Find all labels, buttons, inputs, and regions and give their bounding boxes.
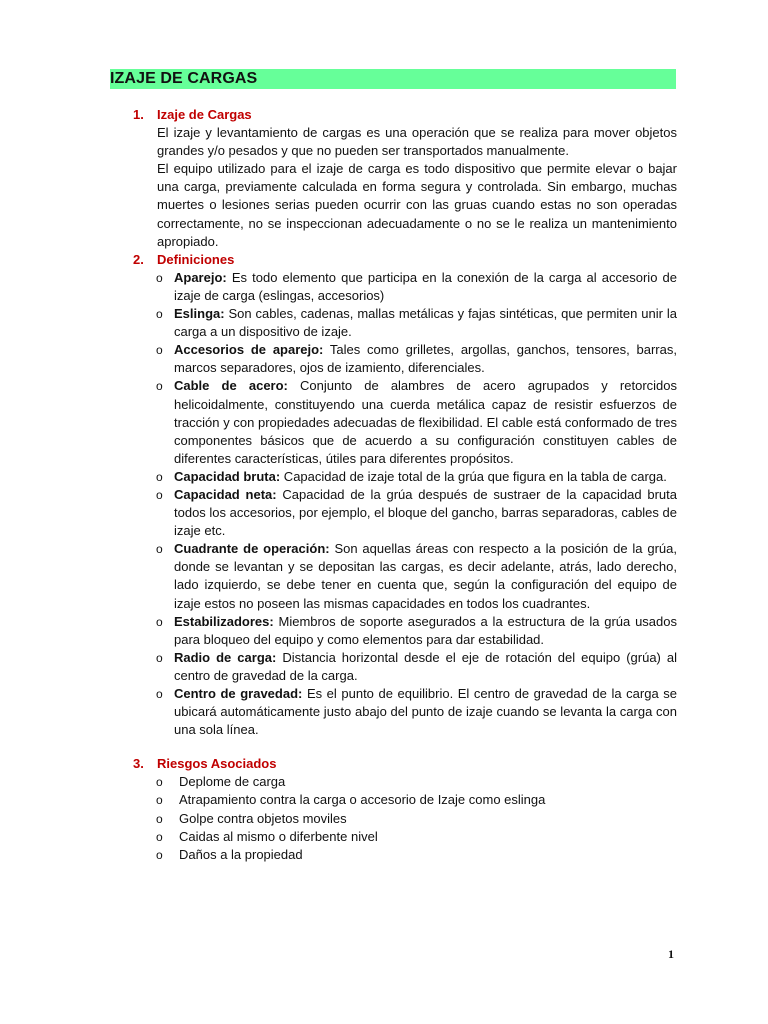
- list-item: [131, 540, 677, 612]
- bullet-icon: o: [156, 847, 163, 862]
- risk-text: Golpe contra objetos moviles: [179, 810, 347, 826]
- definition-text: Es todo elemento que participa en la conexión de la carga al accesorio de izaje de carga (eslingas, accesorios): [174, 269, 677, 303]
- bullet-icon: o: [156, 775, 163, 790]
- list-item: [131, 486, 677, 540]
- definition-term: Cable de acero:: [174, 378, 288, 394]
- section-number: 2.: [133, 251, 144, 267]
- definition-text: Son aquellas áreas con respecto a la posición de la grúa, donde se levantan y se depositan las cargas, es decir adelante, atrás, lado derecho, lado izquierdo, se debe tener en cuenta que, según la configuración del equipo de izaje estos no poseen las mismas capacidades en todos los cuadrantes.: [174, 541, 678, 611]
- spacer: [131, 739, 677, 755]
- section-title: Definiciones: [157, 251, 235, 267]
- bullet-icon: o: [156, 469, 163, 484]
- section-number: 1.: [133, 107, 144, 122]
- bullet-icon: o: [156, 542, 163, 557]
- section-heading: [131, 106, 677, 124]
- list-item: [131, 269, 677, 305]
- definition-text: Es el punto de equilibrio. El centro de gravedad de la carga se ubicará automáticamente justo abajo del punto de izaje cuando se levanta la carga con una sola línea.: [174, 686, 677, 738]
- bullet-icon: o: [156, 829, 163, 844]
- bullet-icon: o: [156, 343, 163, 358]
- list-item: [131, 828, 677, 846]
- paragraph: El equipo utilizado para el izaje de carga es todo dispositivo que permite elevar o bajar una carga, previamente calculada en forma segura y controlada. Sin embargo, muchas muertes o lesiones serias pueden ocurrir con las gruas cuando estas no son operadas correctamente, no se inspeccionan adecuadamente o no se le realiza un mantenimiento apropiado.: [157, 161, 677, 249]
- risk-text: Caidas al mismo o diferbente nivel: [179, 828, 378, 844]
- list-item: [131, 649, 677, 685]
- definition-text: Distancia horizontal desde el eje de rotación del equipo (grúa) al centro de gravedad de la carga.: [174, 649, 678, 683]
- risk-text: Daños a la propiedad: [179, 846, 303, 862]
- list-item: [131, 791, 677, 809]
- bullet-icon: o: [156, 793, 163, 808]
- definition-text: Tales como grilletes, argollas, ganchos, tensores, barras, marcos separadores, ojos de izamiento, diferenciales.: [174, 342, 677, 376]
- definition-term: Cuadrante de operación:: [174, 541, 330, 557]
- list-item: [131, 810, 677, 828]
- list-item: [131, 613, 677, 649]
- definition-term: Aparejo:: [174, 269, 227, 285]
- definition-term: Capacidad neta:: [174, 486, 277, 502]
- definition-text: Miembros de soporte asegurados a la estructura de la grúa usados para bloqueo del equipo y como elementos para dar estabilidad.: [174, 613, 677, 647]
- definition-term: Centro de gravedad:: [174, 686, 303, 701]
- risk-text: Deplome de carga: [179, 774, 286, 790]
- definition-term: Accesorios de aparejo:: [174, 342, 324, 358]
- bullet-icon: o: [156, 379, 163, 394]
- page-number: 1: [668, 947, 674, 961]
- bullet-icon: o: [156, 687, 163, 701]
- definition-text: Capacidad de la grúa después de sustraer de la capacidad bruta todos los accesorios, por ejemplo, el bloque del gancho, barras separadoras, cables de izaje etc.: [174, 486, 678, 539]
- section-heading: [131, 251, 677, 269]
- section-number: 3.: [133, 756, 144, 772]
- section-heading: [131, 755, 677, 773]
- bullet-icon: o: [156, 270, 163, 285]
- list-item: [131, 341, 677, 377]
- bullet-icon: o: [156, 307, 163, 322]
- definition-term: Capacidad bruta:: [174, 468, 281, 484]
- page-title: IZAJE DE CARGAS: [110, 70, 258, 87]
- bullet-icon: o: [156, 614, 163, 629]
- list-item: [131, 377, 677, 467]
- paragraph: El izaje y levantamiento de cargas es una operación que se realiza para mover objetos grandes y/o pesados y que no pueden ser transportados manualmente.: [157, 125, 677, 159]
- list-item: [131, 773, 677, 791]
- risks-list: [131, 773, 677, 863]
- definition-text: Conjunto de alambres de acero agrupados y retorcidos helicoidalmente, constituyendo una cuerda metálica capaz de resistir esfuerzos de tracción y con propiedades adecuadas de flexibilidad. El cable está conformado de tres componentes básicos que de acuerdo a su configuración constituyen cables de diferentes características, útiles para diferentes propósitos.: [174, 378, 677, 466]
- definition-term: Eslinga:: [174, 306, 225, 322]
- section-title: Izaje de Cargas: [157, 107, 252, 122]
- document-body: [131, 106, 677, 864]
- definitions-list: [131, 269, 677, 739]
- list-item: [131, 685, 677, 739]
- definition-term: Radio de carga:: [174, 649, 277, 665]
- title-highlight: [110, 69, 676, 89]
- list-item: [131, 305, 677, 341]
- risk-text: Atrapamiento contra la carga o accesorio de Izaje como eslinga: [179, 792, 546, 808]
- definition-text: Capacidad de izaje total de la grúa que figura en la tabla de carga.: [280, 468, 667, 484]
- definition-text: Son cables, cadenas, mallas metálicas y fajas sintéticas, que permiten unir la carga a un dispositivo de izaje.: [174, 306, 677, 340]
- bullet-icon: o: [156, 487, 163, 502]
- list-item: [131, 468, 677, 486]
- bullet-icon: o: [156, 811, 163, 826]
- definition-term: Estabilizadores:: [174, 613, 274, 629]
- section-title: Riesgos Asociados: [157, 756, 277, 772]
- list-item: [131, 846, 677, 864]
- bullet-icon: o: [156, 650, 163, 665]
